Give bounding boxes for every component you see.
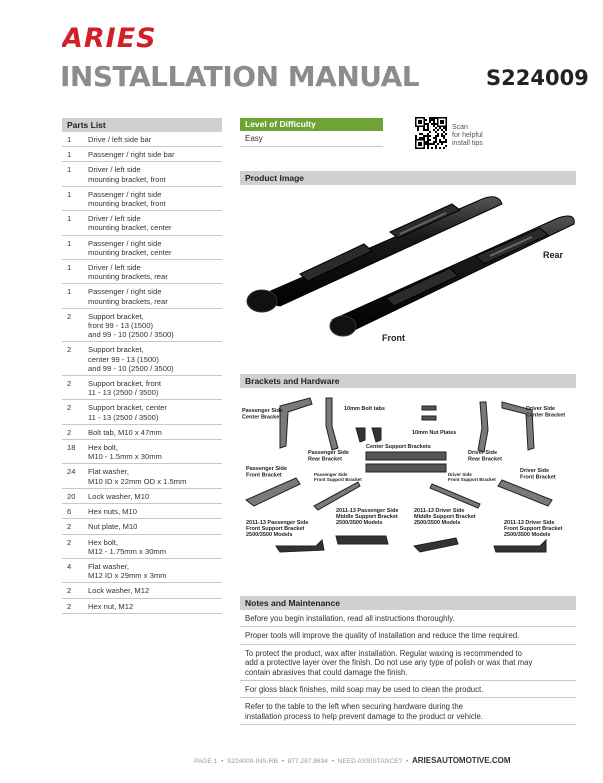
part-qty: 1 — [67, 263, 72, 273]
parts-list-row — [62, 211, 222, 235]
footer-assist: NEED ASSISTANCE? — [337, 758, 403, 765]
part-number: S224009 — [486, 66, 589, 90]
bolt-tab — [356, 428, 365, 442]
parts-list-row — [62, 132, 222, 147]
parts-list-row — [62, 342, 222, 376]
driver-front-support — [430, 484, 480, 508]
nut-plate — [422, 406, 436, 410]
difficulty-heading: Level of Difficulty — [240, 118, 383, 131]
part-qty: 24 — [67, 467, 76, 477]
part-qty: 2 — [67, 586, 72, 596]
parts-list-row — [62, 464, 222, 488]
parts-list-row — [62, 489, 222, 504]
label-center-support: Center Support Brackets — [366, 444, 431, 450]
nut-plate — [422, 416, 436, 420]
label-driver-front: Driver Side Front Bracket — [520, 468, 556, 481]
label-pass-front-support: Passenger Side Front Support Bracket — [314, 472, 362, 482]
part-description: Passenger / right side mounting brackets, rear — [88, 287, 168, 306]
parts-list-row — [62, 425, 222, 440]
part-description: Hex nut, M12 — [88, 601, 134, 611]
notes-heading: Notes and Maintenance — [240, 596, 576, 610]
part-qty: 2 — [67, 537, 72, 547]
parts-list-row — [62, 147, 222, 162]
label-pass-front-2011: 2011-13 Passenger Side Front Support Bracket 2500/3500 Models — [246, 520, 309, 538]
product-image-heading: Product Image — [240, 171, 576, 185]
label-pass-center: Passenger Side Center Bracket — [242, 408, 283, 421]
parts-list-row — [62, 260, 222, 284]
parts-list-row — [62, 599, 222, 614]
part-description: Driver / left side mounting bracket, center — [88, 214, 172, 233]
part-description: Hex nuts, M10 — [88, 507, 137, 517]
part-qty: 1 — [67, 238, 72, 248]
driver-middle-2011-bracket — [414, 538, 458, 552]
label-driver-middle-2011: 2011-13 Driver Side Middle Support Bracket 2500/3500 Models — [414, 508, 476, 526]
notes-list — [240, 610, 576, 725]
parts-list-row — [62, 535, 222, 559]
footer-phone[interactable]: 877.287.8634 — [287, 758, 328, 765]
parts-list-row — [62, 400, 222, 424]
part-qty: 2 — [67, 601, 72, 611]
product-image — [240, 188, 576, 358]
note-item: To protect the product, wax after installation. Regular waxing is recommended to add a protective layer over the finish. Do not use any type of polish or wax that may contain abrasives that could damage the finish. — [240, 645, 576, 681]
part-qty: 2 — [67, 345, 72, 355]
parts-list-heading: Parts List — [62, 118, 222, 132]
brackets-diagram — [240, 396, 576, 568]
part-qty: 1 — [67, 150, 72, 160]
part-description: Passenger / right side bar — [88, 150, 175, 160]
page-footer: PAGE 1 • S224009-INS-RB • 877.287.8634 • NEED ASSISTANCE? • ARIESAUTOMOTIVE.COM — [194, 756, 511, 765]
footer-url-link[interactable]: ARIESAUTOMOTIVE.COM — [411, 756, 511, 765]
label-driver-front-support: Driver Side Front Support Bracket — [448, 472, 496, 482]
label-nut-plates: 10mm Nut Plates — [412, 430, 457, 436]
label-pass-front: Passenger Side Front Bracket — [246, 466, 287, 479]
part-description: Bolt tab, M10 x 47mm — [88, 427, 162, 437]
qr-code-icon[interactable] — [415, 117, 447, 149]
part-description: Support bracket, center 99 - 13 (1500) and 99 - 10 (2500 / 3500) — [88, 345, 174, 373]
part-qty: 4 — [67, 561, 72, 571]
difficulty-value: Easy — [245, 134, 263, 143]
part-description: Driver / left side mounting bracket, front — [88, 165, 166, 184]
driver-rear-bracket — [478, 402, 488, 452]
label-driver-center: Driver Side Center Bracket — [526, 406, 566, 419]
part-qty: 2 — [67, 379, 72, 389]
passenger-center-bracket — [280, 398, 312, 448]
footer-page: PAGE 1 — [194, 758, 218, 765]
parts-list-row — [62, 162, 222, 186]
parts-list — [62, 118, 222, 614]
brackets-heading: Brackets and Hardware — [240, 374, 576, 388]
label-driver-rear: Driver Side Rear Bracket — [468, 450, 502, 463]
part-description: Support bracket, center 11 - 13 (2500 / 3500) — [88, 403, 167, 422]
center-support-bracket — [366, 464, 446, 472]
part-qty: 1 — [67, 135, 72, 144]
part-description: Passenger / right side mounting bracket, center — [88, 238, 172, 257]
part-qty: 2 — [67, 427, 72, 437]
part-description: Passenger / right side mounting bracket, front — [88, 189, 166, 209]
label-bolt-tabs: 10mm Bolt tabs — [344, 406, 385, 412]
footer-doc: S224009-INS-RB — [226, 758, 278, 765]
part-qty: 20 — [67, 491, 76, 501]
passenger-rear-bracket — [326, 398, 338, 450]
part-qty: 6 — [67, 507, 72, 517]
aries-logo — [62, 24, 202, 52]
page-title: INSTALLATION MANUAL — [60, 60, 420, 93]
parts-list-row — [62, 187, 222, 211]
parts-list-row — [62, 440, 222, 464]
label-pass-rear: Passenger Side Rear Bracket — [308, 450, 349, 463]
passenger-front-support — [314, 482, 360, 510]
passenger-front-2011-bracket — [276, 540, 324, 552]
rear-side-bar — [247, 197, 502, 312]
part-qty: 1 — [67, 189, 72, 199]
bolt-tab — [372, 428, 381, 442]
part-description: Driver / left side mounting brackets, rear — [88, 263, 168, 282]
part-description: Support bracket, front 11 - 13 (2500 / 3500) — [88, 379, 162, 398]
part-qty: 1 — [67, 214, 72, 224]
note-item: Before you begin installation, read all instructions thoroughly. — [240, 610, 576, 627]
part-description: Flat washer, M10 ID x 22mm OD x 1.5mm — [88, 467, 187, 486]
parts-list-row — [62, 519, 222, 534]
parts-list-row — [62, 284, 222, 308]
driver-front-bracket — [498, 480, 552, 506]
rear-label: Rear — [543, 250, 564, 260]
front-label: Front — [382, 333, 405, 343]
part-qty: 1 — [67, 165, 72, 175]
parts-list-row — [62, 309, 222, 343]
part-qty: 2 — [67, 522, 72, 532]
note-item: Proper tools will improve the quality of installation and reduce the time required. — [240, 627, 576, 644]
passenger-middle-2011-bracket — [336, 536, 388, 544]
label-driver-front-2011: 2011-13 Driver Side Front Support Bracket 2500/3500 Models — [504, 520, 563, 538]
divider — [240, 146, 383, 147]
part-qty: 18 — [67, 443, 76, 453]
part-description: Hex bolt, M12 - 1.75mm x 30mm — [88, 537, 167, 556]
passenger-front-bracket — [246, 478, 300, 506]
part-qty: 2 — [67, 311, 72, 321]
qr-caption: Scan for helpful install tips — [452, 124, 483, 147]
part-description: Lock washer, M10 — [88, 491, 150, 501]
parts-list-row — [62, 504, 222, 519]
part-description: Support bracket, front 99 - 13 (1500) and 99 - 10 (2500 / 3500) — [88, 311, 174, 340]
part-description: Flat washer, M12 ID x 29mm x 3mm — [88, 561, 167, 581]
parts-list-row — [62, 559, 222, 583]
part-description: Nut plate, M10 — [88, 522, 138, 532]
part-qty: 2 — [67, 403, 72, 413]
note-item: Refer to the table to the left when securing hardware during the installation process to help prevent damage to the product or vehicle. — [240, 698, 576, 725]
note-item: For gloss black finishes, mild soap may be used to clean the product. — [240, 681, 576, 698]
part-description: Drive / left side bar — [88, 135, 152, 144]
part-description: Lock washer, M12 — [88, 586, 150, 596]
label-pass-middle-2011: 2011-13 Passenger Side Middle Support Bracket 2500/3500 Models — [336, 508, 399, 526]
svg-text:ARIES: ARIES — [62, 24, 157, 52]
parts-list-row — [62, 376, 222, 400]
part-qty: 1 — [67, 287, 72, 297]
parts-list-row — [62, 583, 222, 598]
center-support-bracket — [366, 452, 446, 460]
driver-front-2011-bracket — [494, 540, 546, 552]
front-side-bar — [330, 216, 574, 336]
part-description: Hex bolt, M10 - 1.5mm x 30mm — [88, 443, 162, 462]
parts-list-row — [62, 236, 222, 260]
